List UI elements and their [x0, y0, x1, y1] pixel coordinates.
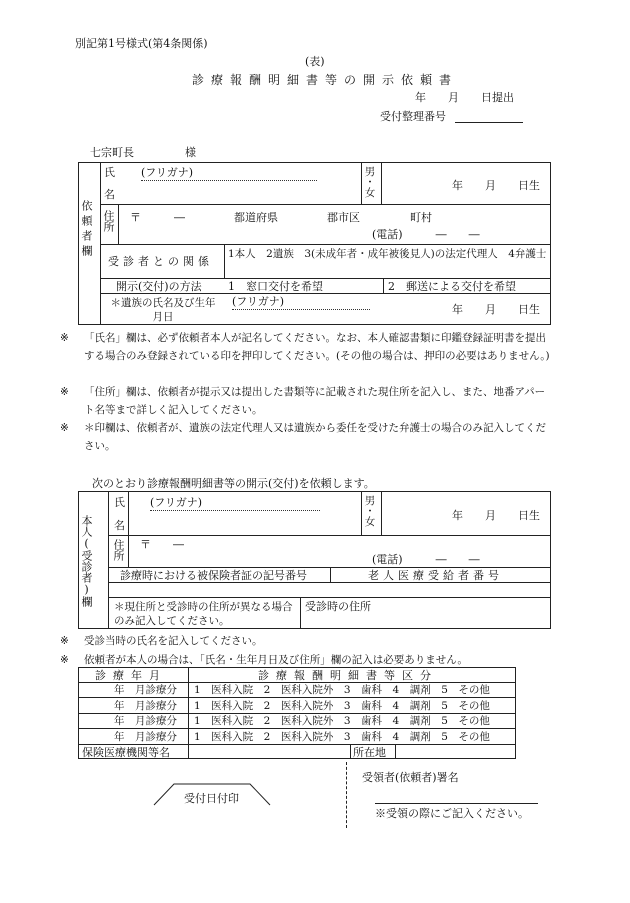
receiver-label: 受領者(依頼者)署名	[362, 771, 459, 784]
delivery-option-2[interactable]: 2 郵送による交付を希望	[388, 280, 516, 293]
treatment-row-month[interactable]: 年 月診療分	[114, 731, 177, 743]
patient-postal[interactable]: 〒 ―	[140, 538, 184, 551]
requester-postal[interactable]: 〒 ―	[130, 211, 185, 224]
treatment-row-month[interactable]: 年 月診療分	[114, 715, 177, 727]
treatment-row-month[interactable]: 年 月診療分	[114, 700, 177, 712]
requester-city: 郡市区	[327, 211, 360, 224]
reception-number-label: 受付整理番号	[380, 110, 446, 123]
page-title: 診療報酬明細書等の開示依頼書	[192, 73, 459, 87]
form-number: 別記第1号様式(第4条関係)	[75, 37, 208, 50]
requester-gender[interactable]: 男・女	[363, 166, 376, 198]
reception-number-line[interactable]	[455, 122, 523, 123]
institution-label: 保険医療機関等名	[82, 746, 170, 759]
bereaved-name-field[interactable]	[232, 309, 370, 310]
date-submitted[interactable]: 年 月 日提出	[415, 91, 514, 104]
relation-label: 受診者との関係	[108, 255, 213, 268]
note-2: ※ 「住所」欄は、依頼者が提示又は提出した書類等に記載された現住所を記入し、また、地番アパート名等まで詳しく記入してください。	[60, 386, 546, 416]
patient-gender[interactable]: 男・女	[363, 495, 376, 527]
delivery-option-1[interactable]: 1 窓口交付を希望	[228, 280, 323, 293]
patient-phone[interactable]: (電話) ― ―	[372, 553, 480, 566]
bereaved-label: ＊遺族の氏名及び生年月日	[110, 297, 216, 323]
relation-options[interactable]: 1本人 2遺族 3(未成年者・成年被後見人)の法定代理人 4弁護士	[228, 248, 547, 260]
requester-furigana: (フリガナ)	[141, 166, 194, 179]
visit-address-label: 受診時の住所	[305, 600, 371, 613]
treatment-row-month[interactable]: 年 月診療分	[114, 684, 177, 696]
insurance-label: 診療時における被保険者証の記号番号	[120, 569, 307, 582]
form-side: (表)	[305, 55, 325, 68]
patient-name-label-2: 名	[114, 519, 125, 532]
col-month-header: 診療年月	[95, 669, 167, 682]
location-label: 所在地	[353, 746, 386, 759]
col-kind-header: 診療報酬明細書等区分	[258, 669, 438, 682]
patient-address-label: 住所	[112, 539, 125, 561]
requester-section-label: 依頼者欄	[80, 200, 93, 260]
requester-name-label-2: 名	[104, 188, 115, 201]
delivery-label: 開示(交付)の方法	[116, 280, 202, 293]
bereaved-birth[interactable]: 年 月 日生	[452, 303, 540, 316]
bereaved-furigana: (フリガナ)	[232, 295, 285, 308]
treatment-row-kinds[interactable]: 1 医科入院 2 医科入院外 3 歯科 4 調剤 5 その他	[194, 700, 490, 712]
address-diff-label: ＊現住所と受診時の住所が異なる場合のみ記入してください。	[114, 601, 293, 627]
requester-name-label-1: 氏	[104, 166, 115, 179]
addressee-town: 七宗町長	[90, 146, 134, 159]
treatment-row-kinds[interactable]: 1 医科入院 2 医科入院外 3 歯科 4 調剤 5 その他	[194, 715, 490, 727]
patient-furigana: (フリガナ)	[150, 496, 203, 509]
note-4: ※ 受診当時の氏名を記入してください。	[60, 635, 263, 647]
patient-name-label-1: 氏	[114, 496, 125, 509]
treatment-row-kinds[interactable]: 1 医科入院 2 医科入院外 3 歯科 4 調剤 5 その他	[194, 731, 490, 743]
note-5: ※ 依頼者が本人の場合は、「氏名・生年月日及び住所」欄の記入は必要ありません。	[60, 654, 468, 666]
requester-birth-date[interactable]: 年 月 日生	[452, 179, 540, 192]
stamp-label: 受付日付印	[184, 792, 239, 805]
note-3: ※ ＊印欄は、依頼者が、遺族の法定代理人又は遺族から委任を受けた弁護士の場合のみ記入してください。	[60, 422, 546, 452]
patient-section-label: 本人(受診者)欄	[80, 515, 93, 607]
receiver-signature-line[interactable]	[375, 803, 538, 804]
requester-name-field[interactable]	[141, 180, 317, 181]
request-statement: 次のとおり診療報酬明細書等の開示(交付)を依頼します。	[92, 477, 375, 490]
note-1: ※ 「氏名」欄は、必ず依頼者本人が記名してください。なお、本人確認書類に印鑑登録証明書を提出する場合のみ登録されている印を押印してください。(その他の場合は、押印の必要はありません。)	[60, 332, 550, 362]
addressee-honorific: 様	[185, 146, 196, 159]
requester-phone[interactable]: (電話) ― ―	[372, 228, 480, 241]
requester-town: 町村	[410, 211, 432, 224]
treatment-row-kinds[interactable]: 1 医科入院 2 医科入院外 3 歯科 4 調剤 5 その他	[194, 684, 490, 696]
elderly-label: 老人医療受給者番号	[368, 569, 503, 582]
receiver-note: ※受領の際にご記入ください。	[375, 807, 529, 820]
patient-birth-date[interactable]: 年 月 日生	[452, 509, 540, 522]
requester-address-label: 住所	[102, 210, 115, 232]
requester-prefecture: 都道府県	[234, 211, 278, 224]
patient-name-field[interactable]	[150, 510, 320, 511]
